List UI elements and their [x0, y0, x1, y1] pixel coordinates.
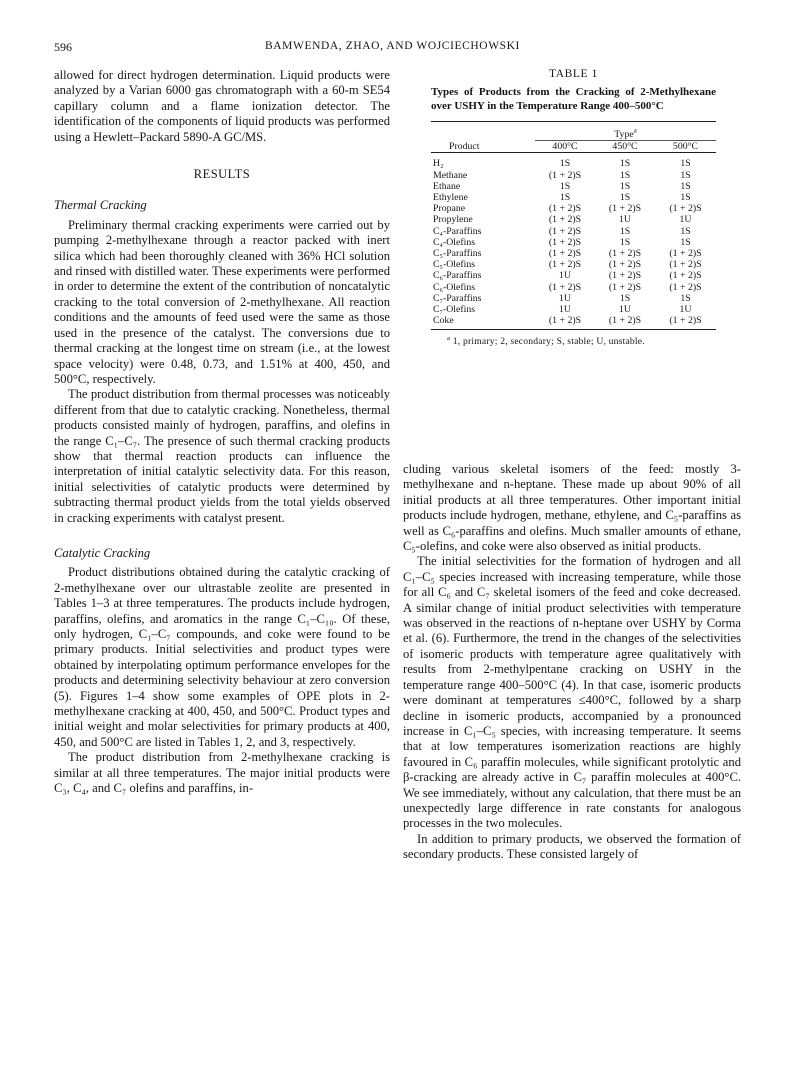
- right-column: [403, 462, 741, 863]
- product-type-cell: (1 + 2)S: [548, 214, 582, 226]
- product-type-cell: 1S: [680, 292, 691, 304]
- product-type-cell: 1U: [679, 214, 692, 226]
- product-type-cell: 1S: [680, 180, 691, 192]
- product-type-cell: 1S: [619, 158, 631, 170]
- product-name: H₂: [433, 158, 444, 170]
- column-header-500: 500°C: [672, 141, 699, 153]
- product-type-cell: (1 + 2)S: [669, 270, 702, 282]
- paragraph-catalytic-1: Product distributions obtained during the catalytic cracking of 2-methylhexane over our ultrastable zeolite are presented in Tables 1–3 at three temperatures. The products include hydrogen, paraffins, olefins, and aromatics in the range C₁–C₁₀. Of these, only hydrogen, C₁–C₇ compounds, and coke were found to be primary products. Initial selectivities and product types were obtained by interpolating optimum performance envelopes for the products and determining selectivity behaviour at zero conversion (5). Figures 1–4 show some examples of OPE plots in 2-methylhexane cracking at 400, 450, and 500°C. Product types and initial weight and molar selectivities for primary products at 400, 450, and 500°C are listed in Tables 1, 2, and 3, respectively.: [54, 565, 390, 749]
- product-type-cell: 1S: [619, 192, 631, 204]
- product-type-cell: 1U: [619, 214, 631, 226]
- product-type-cell: 1U: [559, 292, 571, 304]
- table-row: [431, 237, 716, 248]
- product-type-cell: (1 + 2)S: [669, 248, 702, 260]
- product-type-cell: (1 + 2)S: [548, 203, 582, 215]
- product-name: C₇-Olefins: [433, 304, 476, 316]
- table-row: [431, 248, 716, 259]
- product-type-cell: 1S: [680, 236, 691, 248]
- left-column: [54, 68, 390, 796]
- product-name: C₆-Paraffins: [433, 270, 482, 282]
- product-type-cell: (1 + 2)S: [548, 259, 582, 271]
- product-type-cell: 1U: [619, 304, 631, 316]
- table-row: [431, 282, 716, 293]
- product-type-cell: 1S: [619, 180, 631, 192]
- product-name: C₄-Olefins: [433, 236, 476, 248]
- type-header: Type$^a$: [614, 127, 637, 140]
- product-name: Ethylene: [433, 192, 468, 204]
- subheading-thermal-cracking: Thermal Cracking: [54, 198, 147, 213]
- page-number: 596: [54, 40, 72, 54]
- product-type-cell: (1 + 2)S: [548, 281, 582, 293]
- product-type-cell: 1S: [559, 192, 571, 204]
- product-type-cell: 1S: [680, 192, 691, 204]
- running-head: BAMWENDA, ZHAO, AND WOJCIECHOWSKI: [264, 40, 520, 52]
- paragraph-intro: allowed for direct hydrogen determination. Liquid products were analyzed by a Varian 6000 gas chromatograph with a 60-m SE54 capillary column and a flame ionization detector. The identification of the components of liquid products was performed using a Hewlett–Packard 5890-A GC/MS.: [54, 68, 390, 144]
- product-type-cell: (1 + 2)S: [548, 225, 582, 237]
- table-row: [431, 158, 716, 169]
- paragraph-continued-2: The initial selectivities for the formation of hydrogen and all C₁–C₅ species increased with increasing temperature, while those for all C₆ and C₇ skeletal isomers of the feed and coke decreased. A similar change of initial product selectivities with temperature was observed in the reactions of n-heptane over USHY by Corma et al. (6). Furthermore, the trend in the changes of the selectivities of isomeric products with temperature agree qualitatively with results from 2-methylpentane cracking on USHY in the temperature range 400–500°C (4). In that case, isomeric products were dominant at temperatures ≤400°C, followed by a sharp decline in isomeric products, accompanied by a pronounced increase in C₁–C₅ species, with increasing temperature. It seems that at low temperatures isomerization reactions are highly favoured in C₆ paraffin molecules, while significant protolytic and β-cracking are already active in C₇ paraffin molecules at 400°C. We see immediately, without any calculation, that there must be an unexpectedly large difference in rate constants for analogous processes in the two molecules.: [403, 554, 741, 831]
- page-header: [54, 40, 731, 56]
- table-row: [431, 181, 716, 192]
- table-row: [431, 270, 716, 281]
- product-name: Propane: [433, 203, 466, 215]
- table-row: [431, 192, 716, 203]
- product-type-cell: 1U: [679, 304, 692, 316]
- product-type-cell: 1S: [680, 169, 691, 181]
- table-row: [431, 203, 716, 214]
- product-type-cell: (1 + 2)S: [669, 259, 702, 271]
- product-type-cell: 1S: [619, 292, 631, 304]
- paragraph-thermal-1: Preliminary thermal cracking experiments were carried out by pumping 2-methylhexane through a reactor packed with inert silica which had been thoroughly cleaned with 36% HCl solution and rinsed with distilled water. These experiments were performed in order to determine the extent of the contribution of noncatalytic cracking to the total conversion of 2-methylhexane. All reaction conditions and the amounts of feed used were the same as those used in the presence of the catalyst. The conversions due to thermal cracking at the longest time on stream (i.e., at the lowest space velocity) were 0.48, 0.73, and 1.51% at 400, 450, and 500°C, respectively.: [54, 217, 390, 386]
- table-row: [431, 170, 716, 181]
- paragraph-continued-3: In addition to primary products, we observed the formation of secondary products. These consisted largely of: [403, 831, 741, 862]
- table-1: [431, 68, 716, 347]
- product-type-cell: 1U: [559, 304, 571, 316]
- product-type-cell: (1 + 2)S: [548, 236, 582, 248]
- product-type-cell: 1S: [680, 158, 691, 170]
- product-type-cell: (1 + 2)S: [669, 281, 702, 293]
- product-type-cell: (1 + 2)S: [669, 315, 702, 327]
- column-header-450: 450°C: [612, 141, 638, 153]
- product-type-cell: 1S: [680, 225, 691, 237]
- product-name: Methane: [433, 169, 468, 181]
- table-row: [431, 259, 716, 270]
- product-type-cell: 1U: [559, 270, 571, 282]
- section-heading-results: RESULTS: [193, 167, 251, 182]
- product-type-cell: 1S: [619, 169, 631, 181]
- subheading-catalytic-cracking: Catalytic Cracking: [54, 545, 151, 560]
- product-type-cell: (1 + 2)S: [608, 248, 642, 260]
- table-caption: Types of Products from the Cracking of 2-Methylhexane over USHY in the Temperature Range 400–500°C: [431, 86, 716, 112]
- product-type-table: [431, 121, 716, 330]
- product-type-cell: 1S: [619, 225, 631, 237]
- product-type-cell: 1S: [559, 158, 571, 170]
- product-name: C₅-Paraffins: [433, 248, 482, 260]
- table-row: [431, 315, 716, 326]
- paragraph-continued-1: cluding various skeletal isomers of the feed: mostly 3-methylhexane and n-heptane. These made up about 90% of all initial products at all three temperatures. Other important initial products include hydrogen, methane, ethylene, and C₅-paraffins as well as C₆-paraffins and olefins. Much smaller amounts of ethane, C₅-olefins, and coke were also observed as initial products.: [403, 462, 741, 554]
- table-row: [431, 214, 716, 225]
- product-name: C₅-Olefins: [433, 259, 476, 271]
- table-label: TABLE 1: [549, 68, 598, 80]
- paragraph-catalytic-2: The product distribution from 2-methylhexane cracking is similar at all three temperatures. The major initial products were C₃, C₄, and C₇ olefins and paraffins, in-: [54, 750, 390, 796]
- product-type-cell: (1 + 2)S: [669, 203, 702, 215]
- product-type-cell: (1 + 2)S: [608, 203, 642, 215]
- product-type-cell: (1 + 2)S: [608, 270, 642, 282]
- table-footnote: $^a$ 1, primary; 2, secondary; S, stable; U, unstable.: [447, 335, 645, 348]
- product-name: C₄-Paraffins: [433, 225, 482, 237]
- product-name: C₆-Olefins: [433, 281, 476, 293]
- column-header-400: 400°C: [552, 141, 578, 153]
- product-type-cell: 1S: [619, 236, 631, 248]
- table-row: [431, 226, 716, 237]
- product-name: C₇-Paraffins: [433, 292, 482, 304]
- column-header-product: Product: [449, 141, 480, 153]
- table-row: [431, 293, 716, 304]
- product-name: Coke: [433, 315, 454, 327]
- product-name: Propylene: [433, 214, 473, 226]
- product-type-cell: (1 + 2)S: [608, 259, 642, 271]
- product-type-cell: (1 + 2)S: [548, 248, 582, 260]
- product-type-cell: (1 + 2)S: [548, 315, 582, 327]
- product-type-cell: (1 + 2)S: [608, 315, 642, 327]
- product-type-cell: (1 + 2)S: [608, 281, 642, 293]
- product-type-cell: (1 + 2)S: [548, 169, 582, 181]
- product-name: Ethane: [433, 180, 461, 192]
- product-type-cell: 1S: [559, 180, 571, 192]
- table-row: [431, 304, 716, 315]
- paragraph-thermal-2: The product distribution from thermal processes was noticeably different from that due to catalytic cracking. Nonetheless, thermal products consisted mainly of hydrogen, paraffins, and olefins in the range C₁–C₇. The presence of such thermal cracking products show that thermal reaction products can influence the interpretation of initial catalytic selectivity data. For this reason, initial selectivities of catalytic products were determined by subtracting thermal product yields from the total yields observed in cracking experiments with catalyst present.: [54, 387, 390, 525]
